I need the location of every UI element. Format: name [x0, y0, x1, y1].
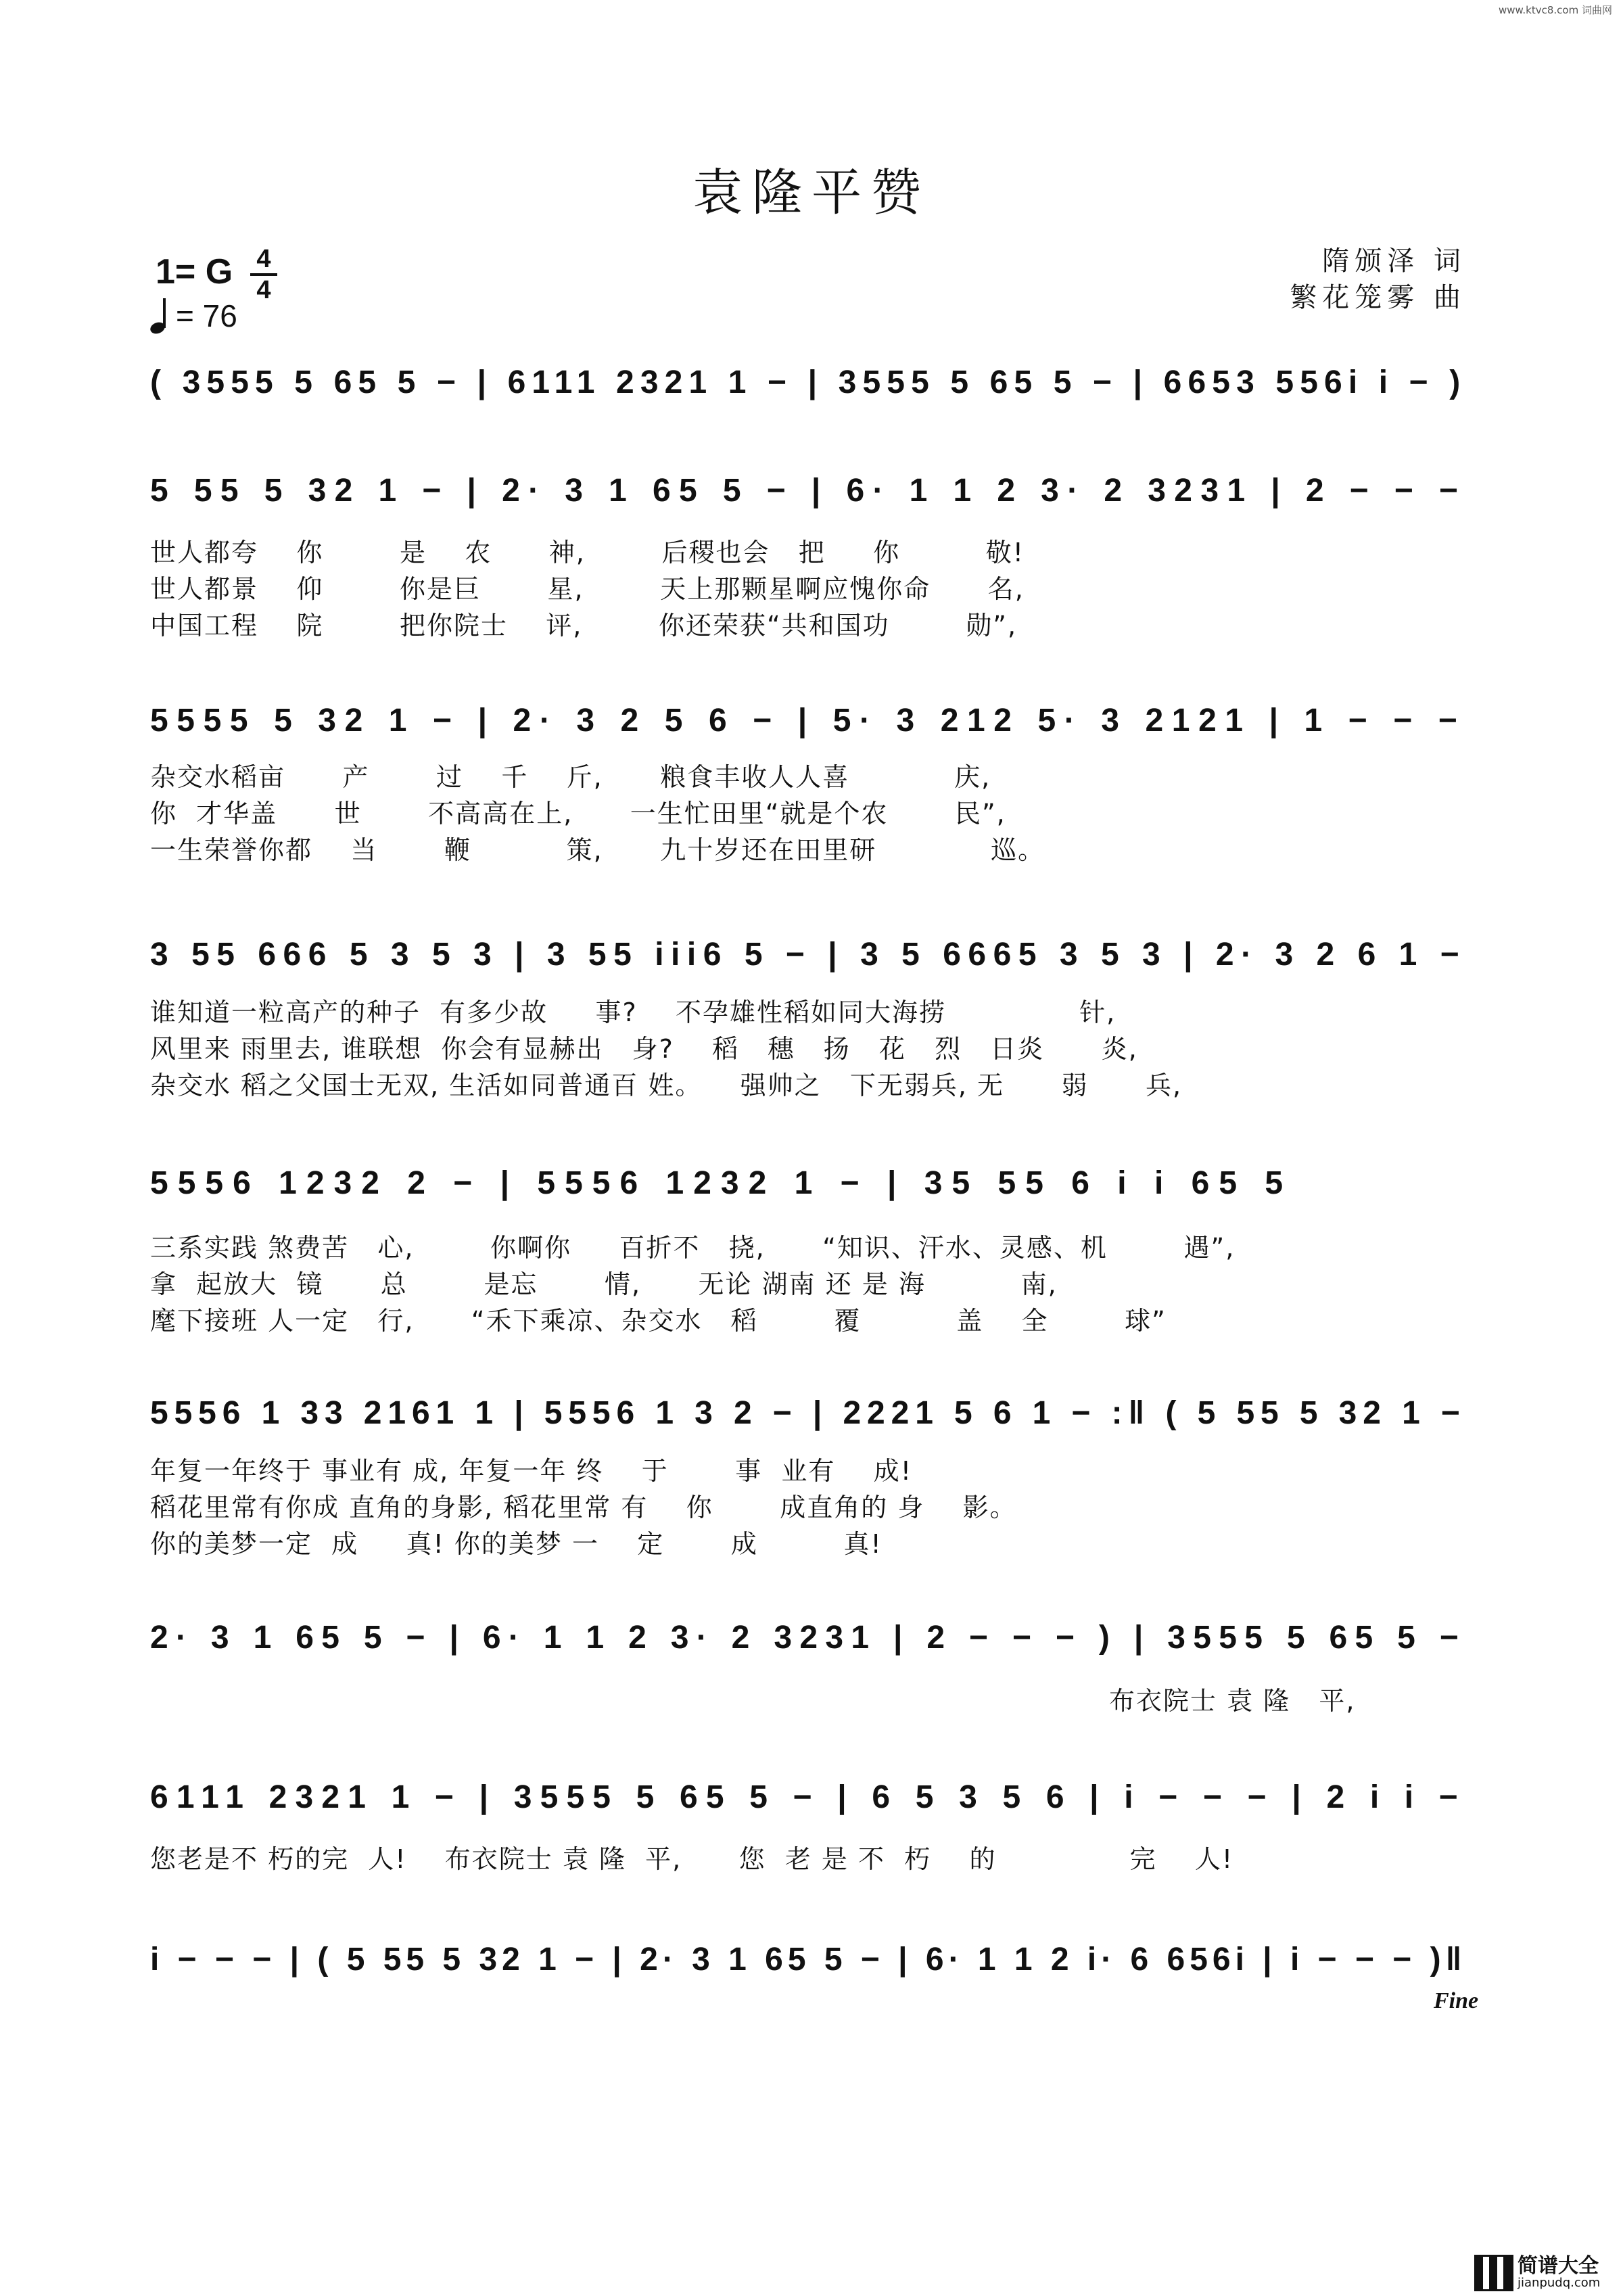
- staff-1-notes: ( 3555 5 65 5 − | 6111 2321 1 − | 3555 5 65 5 − | 6653 556i i − ): [150, 365, 1467, 400]
- staff-5: [150, 1165, 1473, 1219]
- staff-4: [150, 936, 1473, 990]
- key-signature: 1= G: [156, 252, 233, 291]
- staff-4-lyric-3: 杂交水 稻之父国士无双, 生活如同普通百 姓。 强帅之 下无弱兵, 无 弱 兵,: [150, 1071, 1183, 1100]
- piano-icon: [1474, 2255, 1513, 2291]
- staff-5-notes: 5556 1232 2 − | 5556 1232 1 − | 35 55 6 i i 65 5: [150, 1165, 1293, 1201]
- staff-9-notes: i − − − | ( 5 55 5 32 1 − | 2· 3 1 65 5 − | 6· 1 1 2 i· 6 656i | i − − − )‖: [150, 1942, 1467, 1977]
- composer-credit: 繁花笼雾 曲: [1290, 282, 1466, 313]
- staff-8-lyric-1: 您老是不 朽的完 人! 布衣院士 袁 隆 平, 您 老 是 不 朽 的 完 人!: [150, 1844, 1234, 1874]
- staff-1: [150, 364, 1473, 418]
- staff-6-lyric-1: 年复一年终于 事业有 成, 年复一年 终 于 事 业有 成!: [150, 1456, 912, 1486]
- time-signature: [250, 246, 277, 303]
- staff-2: [150, 472, 1473, 526]
- quarter-note-icon: [150, 298, 170, 333]
- staff-5-lyric-1: 三系实践 煞费苦 心, 你啊你 百折不 挠, “知识、汗水、灵感、机 遇”,: [150, 1233, 1236, 1263]
- staff-4-notes: 3 55 666 5 3 5 3 | 3 55 iii6 5 − | 3 5 6665 3 5 3 | 2· 3 2 6 1 −: [150, 937, 1467, 973]
- site-url: www.ktvc8.com 词曲网: [1498, 4, 1612, 16]
- staff-3-notes: 5555 5 32 1 − | 2· 3 2 5 6 − | 5· 3 212 5· 3 2121 | 1 − − −: [150, 703, 1466, 739]
- staff-3: [150, 702, 1473, 756]
- staff-2-lyric-1: 世人都夸 你 是 农 神, 后稷也会 把 你 敬!: [150, 538, 1025, 567]
- staff-4-lyric-2: 风里来 雨里去, 谁联想 你会有显赫出 身? 稻 穗 扬 花 烈 日炎 炎,: [150, 1034, 1138, 1064]
- time-signature-top: 4: [256, 245, 271, 273]
- staff-8-notes: 6111 2321 1 − | 3555 5 65 5 − | 6 5 3 5 6 | i − − − | 2 i i −: [150, 1779, 1467, 1815]
- fine-marking: Fine: [1434, 1988, 1479, 2013]
- staff-5-lyric-3: 麾下接班 人一定 行, “禾下乘凉、杂交水 稻 覆 盖 全 球”: [150, 1306, 1167, 1336]
- staff-5-lyric-2: 拿 起放大 镜 总 是忘 情, 无论 湖南 还 是 海 南,: [150, 1269, 1058, 1299]
- staff-9: [150, 1941, 1473, 1995]
- staff-6-lyric-2: 稻花里常有你成 直角的身影, 稻花里常 有 你 成直角的 身 影。: [150, 1493, 1017, 1522]
- logo-name: 简谱大全: [1518, 2254, 1599, 2278]
- logo-url: jianpudq.com: [1518, 2276, 1601, 2290]
- page-title: 袁隆平赞: [692, 164, 931, 222]
- staff-6-notes: 5556 1 33 2161 1 | 5556 1 3 2 − | 2221 5 6 1 − :‖ ( 5 55 5 32 1 −: [150, 1395, 1466, 1431]
- staff-7-notes: 2· 3 1 65 5 − | 6· 1 1 2 3· 2 3231 | 2 − − − ) | 3555 5 65 5 −: [150, 1620, 1467, 1656]
- staff-7-lyric-1: 布衣院士 袁 隆 平,: [1109, 1686, 1356, 1716]
- tempo-marking: [150, 298, 237, 334]
- staff-3-lyric-3: 一生荣誉你都 当 鞭 策, 九十岁还在田里研 巡。: [150, 835, 1045, 865]
- staff-2-notes: 5 55 5 32 1 − | 2· 3 1 65 5 − | 6· 1 1 2 3· 2 3231 | 2 − − −: [150, 473, 1467, 509]
- staff-8: [150, 1779, 1473, 1833]
- lyricist-credit: 隋颁泽 词: [1322, 245, 1466, 277]
- staff-6: [150, 1395, 1473, 1449]
- staff-6-lyric-3: 你的美梦一定 成 真! 你的美梦 一 定 成 真!: [150, 1529, 883, 1559]
- site-logo: [1474, 2253, 1616, 2293]
- staff-2-lyric-2: 世人都景 仰 你是巨 星, 天上那颗星啊应愧你命 名,: [150, 574, 1025, 604]
- staff-3-lyric-2: 你 才华盖 世 不高高在上, 一生忙田里“就是个农 民”,: [150, 799, 1006, 828]
- staff-2-lyric-3: 中国工程 院 把你院士 评, 你还荣获“共和国功 勋”,: [150, 611, 1018, 640]
- time-signature-bottom: 4: [256, 276, 271, 304]
- staff-4-lyric-1: 谁知道一粒高产的种子 有多少故 事? 不孕雄性稻如同大海捞 针,: [150, 998, 1116, 1027]
- tempo-value: = 76: [176, 298, 237, 333]
- staff-7: [150, 1619, 1473, 1673]
- staff-3-lyric-1: 杂交水稻亩 产 过 千 斤, 粮食丰收人人喜 庆,: [150, 762, 991, 792]
